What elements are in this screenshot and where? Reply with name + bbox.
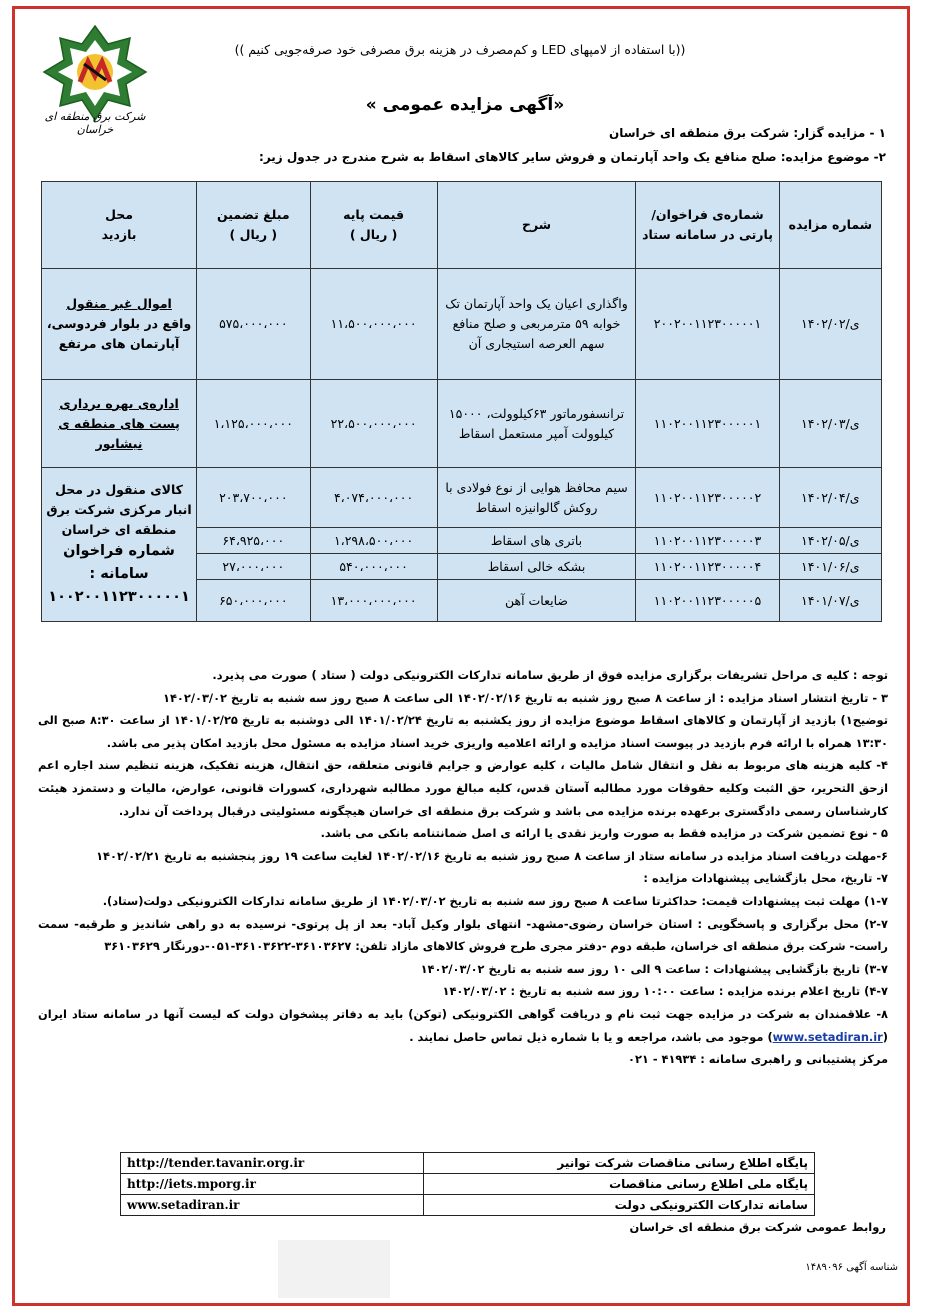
call-number-label: شماره فراخوان سامانه : (63, 542, 175, 582)
deposit: ۶۴،۹۲۵،۰۰۰ (197, 528, 311, 554)
note-7-2: ۲-۷) محل برگزاری و پاسخگویی : استان خراسان رضوی-مشهد- انتهای بلوار وکیل آباد- بعد از پل پرتوی- نرسیده به دو راهی شاندیز و طرقبه- سمت راست- شرکت برق منطقه ای خراسان، طبقه دوم -دفتر مجری طرح فروش کالاهای مازاد تلفن: ۳۶۱۰۳۶۲۷-۳۶۱۰۳۶۲۲-۰۵۱-دورنگار ۳۶۱۰۳۶۲۹ (38, 916, 888, 954)
header-deposit-label: مبلغ تضمین (217, 207, 290, 222)
note-5: ۵ - نوع تضمین شرکت در مزایده فقط به صورت واریز نقدی یا ارائه ی اصل ضمانتنامه بانکی می باشد. (320, 826, 888, 841)
description: باتری های اسقاط (437, 528, 636, 554)
deposit: ۵۷۵،۰۰۰،۰۰۰ (197, 269, 311, 380)
links-table (120, 1152, 815, 1216)
auction-id: ی/۱۴۰۲/۰۵ (779, 528, 881, 554)
notes-section (38, 664, 888, 1071)
description: ضایعات آهن (437, 580, 636, 622)
auction-id: ی/۱۴۰۲/۰۴ (779, 468, 881, 528)
note-general: توجه : کلیه ی مراحل تشریفات برگزاری مزایده فوق از طریق سامانه تدارکات الکترونیکی دولت ( ستاد ) صورت می پذیرد. (212, 668, 888, 682)
link-label: پایگاه ملی اطلاع رسانی مناقصات (424, 1174, 815, 1195)
slogan: ((با استفاده از لامپهای LED و کم‌مصرف در هزینه برق مصرفی خود صرفه‌جویی کنیم )) (234, 42, 686, 57)
header-location-label: محل (105, 207, 133, 222)
header-location-sub: بازدید (101, 227, 137, 242)
visit-location: اداره‌ی بهره برداری پست های منطقه ی نیشابور (42, 380, 197, 468)
call-number: ۲۰۰۲۰۰۱۱۲۳۰۰۰۰۰۱ (636, 269, 779, 380)
description: بشکه خالی اسقاط (437, 554, 636, 580)
header-base-price (310, 182, 437, 269)
warehouse-location: کالای منقول در محل انبار مرکزی شرکت برق منطقه ای خراسان (46, 481, 192, 537)
support-center: مرکز پشتیبانی و راهبری سامانه : ۴۱۹۳۴ - ۰۲۱ (628, 1052, 888, 1067)
header-deposit (197, 182, 311, 269)
link-url[interactable]: www.setadiran.ir (121, 1195, 424, 1216)
call-number: ۱۱۰۲۰۰۱۱۲۳۰۰۰۰۰۳ (636, 528, 779, 554)
header-id: شماره مزایده (779, 182, 881, 269)
description: سیم محافظ هوایی از نوع فولادی با روکش گالوانیزه اسقاط (437, 468, 636, 528)
call-number: ۱۱۰۲۰۰۱۱۲۳۰۰۰۰۰۲ (636, 468, 779, 528)
links-row (121, 1174, 815, 1195)
base-price: ۱۳،۰۰۰،۰۰۰،۰۰۰ (310, 580, 437, 622)
header-deposit-unit: ( ریال ) (229, 227, 278, 242)
note-4: ۴- کلیه هزینه های مربوط به نقل و انتقال شامل مالیات ، کلیه عوارض و جرایم قانونی متعلقه، حق انتقال، هزینه تفکیک، هزینه تنظیم سند اجاره اعم ازحق التحریر، حق الثبت وکلیه حقوقات مورد مطالبه آستان قدس، کلیه مبالغ مورد مطالبه شهرداری، کسورات قانونی، عوارض، مالیات و دستمزد هیئت کارشناسان رسمی دادگستری برعهده برنده مزایده می باشد و شرکت برق منطقه ای خراسان هیچگونه مسئولیتی درقبال پرداخت آن ندارد. (38, 758, 888, 818)
note-explanation: توضیح۱) بازدید از آپارتمان و کالاهای اسقاط موضوع مزایده از روز یکشنبه به تاریخ ۱۴۰۱/۰۲/۲۴ الی دوشنبه به تاریخ ۱۴۰۱/۰۲/۲۵ از ساعت ۸:۳۰ صبح الی ۱۳:۳۰ همراه با ارائه فرم بازدید در پیوست اسناد مزایده و ارائه اعلامیه واریزی خرید اسناد مزایده به مسئول محل بازدید امکان پذیر می باشد. (38, 713, 888, 750)
auction-id: ی/۱۴۰۲/۰۳ (779, 380, 881, 468)
subject-line: ۲- موضوع مزایده: صلح منافع یک واحد آپارتمان و فروش سایر کالاهای اسقاط به شرح مندرج در جدول زیر: (259, 150, 886, 164)
blank-placeholder (278, 1240, 390, 1298)
note-8-text-a: ۸- علاقمندان به شرکت در مزایده جهت ثبت نام و دریافت گواهی الکترونیکی (توکن) باید به دفاتر پیشخوان دولت که لیست آنها در سامانه ستاد ایران ( (38, 1006, 888, 1044)
header-call-number: شماره‌ی فراخوان/ پارتی در سامانه ستاد (636, 182, 779, 269)
header-location (42, 182, 197, 269)
base-price: ۴،۰۷۴،۰۰۰،۰۰۰ (310, 468, 437, 528)
ad-number: شناسه آگهی ۱۴۸۹۰۹۶ (805, 1262, 898, 1273)
auction-id: ی/۱۴۰۱/۰۶ (779, 554, 881, 580)
links-row (121, 1195, 815, 1216)
auction-table (41, 181, 882, 622)
logo-caption: شرکت برق منطقه ای خراسان (44, 110, 146, 136)
location-address: واقع در بلوار فردوسی، آپارتمان های مرتفع (46, 316, 192, 351)
note-3: ۳ - تاریخ انتشار اسناد مزایده : از ساعت ۸ صبح روز شنبه به تاریخ ۱۴۰۲/۰۲/۱۶ الی ساعت ۸ صبح روز سه شنبه به تاریخ ۱۴۰۲/۰۳/۰۲ (163, 690, 888, 705)
table-row (42, 269, 882, 380)
link-label: سامانه تدارکات الکترونیکی دولت (424, 1195, 815, 1216)
description: واگذاری اعیان یک واحد آپارتمان تک خوابه ۵۹ مترمربعی و صلح منافع سهم العرصه استیجاری آن (437, 269, 636, 380)
link-label: پایگاه اطلاع رسانی مناقصات شرکت توانیر (424, 1153, 815, 1174)
header-base-price-unit: ( ریال ) (349, 227, 398, 242)
note-8-text-b: ) موجود می باشد، مراجعه و یا با شماره ذیل تماس حاصل نمایند . (409, 1029, 773, 1044)
note-8 (38, 1003, 888, 1048)
deposit: ۲۰۳،۷۰۰،۰۰۰ (197, 468, 311, 528)
table-row (42, 380, 882, 468)
visit-location-warehouse (42, 468, 197, 622)
location-type: اموال غیر منقول (66, 296, 172, 311)
table-header-row (42, 182, 882, 269)
table-row (42, 468, 882, 528)
description: ترانسفورماتور ۶۳کیلوولت، ۱۵۰۰۰ کیلوولت آمپر مستعمل اسقاط (437, 380, 636, 468)
public-relations: روابط عمومی شرکت برق منطقه ای خراسان (629, 1220, 886, 1234)
link-url[interactable]: http://iets.mporg.ir (121, 1174, 424, 1195)
auction-id: ی/۱۴۰۱/۰۷ (779, 580, 881, 622)
setadiran-link[interactable]: www.setadiran.ir (772, 1029, 883, 1044)
link-url[interactable]: http://tender.tavanir.org.ir (121, 1153, 424, 1174)
call-number: ۱۱۰۲۰۰۱۱۲۳۰۰۰۰۰۴ (636, 554, 779, 580)
auction-id: ی/۱۴۰۲/۰۲ (779, 269, 881, 380)
note-6: ۶-مهلت دریافت اسناد مزایده در سامانه ستاد از ساعت ۸ صبح روز شنبه به تاریخ ۱۴۰۲/۰۲/۱۶ لغایت ساعت ۱۹ روز پنجشنبه به تاریخ ۱۴۰۲/۰۲/۲۱ (96, 848, 888, 863)
visit-location (42, 269, 197, 380)
base-price: ۲۲،۵۰۰،۰۰۰،۰۰۰ (310, 380, 437, 468)
note-7-3: ۳-۷) تاریخ بازگشایی پیشنهادات : ساعت ۹ الی ۱۰ روز سه شنبه به تاریخ ۱۴۰۲/۰۳/۰۲ (420, 961, 888, 976)
call-number: ۱۱۰۲۰۰۱۱۲۳۰۰۰۰۰۱ (636, 380, 779, 468)
deposit: ۱،۱۲۵،۰۰۰،۰۰۰ (197, 380, 311, 468)
header-description: شرح (437, 182, 636, 269)
note-7: ۷- تاریخ، محل بازگشایی پیشنهادات مزایده : (643, 871, 888, 886)
links-row (121, 1153, 815, 1174)
deposit: ۲۷،۰۰۰،۰۰۰ (197, 554, 311, 580)
page-title: «آگهی مزایده عمومی » (365, 95, 565, 115)
base-price: ۵۴۰،۰۰۰،۰۰۰ (310, 554, 437, 580)
deposit: ۶۵۰،۰۰۰،۰۰۰ (197, 580, 311, 622)
call-number-value: ۱۰۰۲۰۰۱۱۲۳۰۰۰۰۰۱ (48, 589, 190, 606)
note-7-1: ۱-۷) مهلت ثبت پیشنهادات قیمت: حداکثرتا ساعت ۸ صبح روز سه شنبه به تاریخ ۱۴۰۲/۰۳/۰۲ از طریق سامانه تدارکات الکترونیکی دولت(ستاد). (102, 893, 888, 908)
header-base-price-label: قیمت پایه (343, 207, 405, 222)
call-number: ۱۱۰۲۰۰۱۱۲۳۰۰۰۰۰۵ (636, 580, 779, 622)
note-7-4: ۴-۷) تاریخ اعلام برنده مزایده : ساعت ۱۰:۰۰ روز سه شنبه به تاریخ : ۱۴۰۲/۰۳/۰۲ (442, 984, 888, 999)
auctioneer-line: ۱ - مزایده گزار: شرکت برق منطقه ای خراسان (609, 126, 886, 140)
base-price: ۱۱،۵۰۰،۰۰۰،۰۰۰ (310, 269, 437, 380)
base-price: ۱،۲۹۸،۵۰۰،۰۰۰ (310, 528, 437, 554)
